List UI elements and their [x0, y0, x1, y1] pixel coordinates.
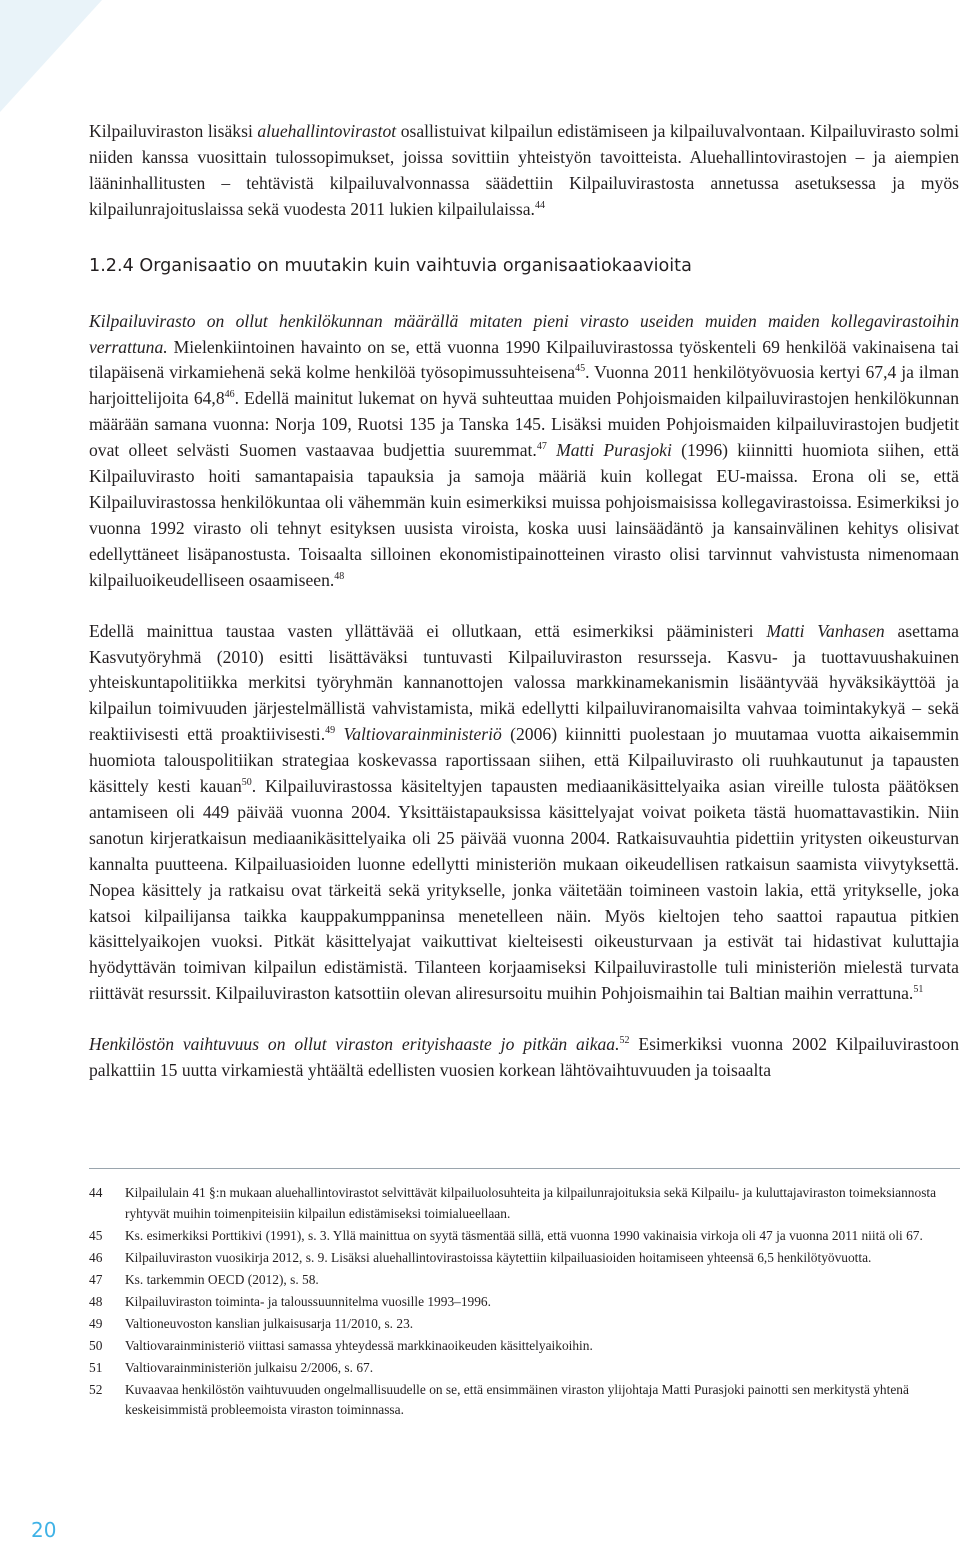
footnote-ref-44[interactable]: 44 — [534, 199, 545, 211]
paragraph-4: Henkilöstön vaihtuvuus on ollut viraston erityishaaste jo pitkän aikaa.$^{52}$ Esimerkiksi vuonna 2002 Kilpailuvirastoon palkattiin 15 uutta virkamiestä yhtäältä edellisten vuosien korkean lähtövaihtuvuuden ja toisaalta — [89, 1034, 960, 1081]
footnote-ref-48[interactable]: 48 — [334, 570, 345, 582]
paragraph-3: Edellä mainittua taustaa vasten yllättävää ei ollutkaan, että esimerkiksi pääministeri Matti Vanhasen asettama Kasvutyöryhmä (2010) esitti lisättäväksi tuntuvasti Kilpailuviraston resursseja. Kasvu- ja tuottavuushakuinen yhteiskuntapolitiikka merkitsi työryhmän kannanottojen valossa markkinamekanismin lisääntyvää hyväksikäyttöä ja kilpailun toimivuuden järjestelmällistä vahvistamista, mikä edellytti kilpailuviranomaisilta vahvaa toimintakykyä – sekä reaktiivisesti että proaktiivisesti.$^{49}$ Valtiovarainministeriö (2006) kiinnitti puolestaan jo muutamaa vuotta aikaisemmin huomiota talouspolitiikan strategiaa koskevassa raportissaan siihen, että Kilpailuvirasto oli ruuhkautunut ja tapausten käsittely kesti kauan$^{50}$. Kilpailuvirastossa käsiteltyjen tapausten mediaanikäsittelyaika asian vireille tulosta päätöksen antamiseen oli 449 päivää vuonna 2004. Yksittäistapauksissa käsittelyajat voivat poiketa tästä huomattavastikin. Niin sanotun kirjeratkaisun mediaanikäsittelyaika oli 25 päivää vuonna 2004. Ratkaisuvauhtia pidettiin yritysten oikeusturvan kannalta puutteena. Kilpailuasioiden luonne edellytti ministeriön mukaan oikeudellisen ratkaisun saamista viivytyksettä. Nopea käsittely ja ratkaisu ovat tärkeitä sekä yritykselle, jonka väitetään toimineen vastoin lakia, että yritykselle, joka katsoi kilpailijansa taikka kauppakumppaninsa menetelleen näin. Myös kieltojen teho saattoi rapautua pitkien käsittelyaikojen vuoksi. Pitkät käsittelyajat vaikuttivat kielteisesti oikeusturvaan ja estivät tai hidastivat kuluttajia hyödyttävän toimivan kilpailun edistämistä. Tilanteen korjaamiseksi Kilpailuvirastolle tuli ministeriön mielestä turvata riittävät resurssit. Kilpailuviraston katsottiin olevan aliresursoitu muihin Pohjoismaihin tai Baltian maihin verrattuna.$^{51}$ — [89, 620, 959, 1004]
footnote-46: 46 Kilpailuviraston vuosikirja 2012, s. 9. Lisäksi aluehallintovirastoissa käytettiin kilpailuasioiden hoitamiseen yhteensä 6,5 henkilötyövuotta. — [89, 1249, 872, 1265]
footnote-48: 48 Kilpailuviraston toiminta- ja taloussuunnitelma vuosille 1993–1996. — [89, 1293, 491, 1309]
corner-decoration — [0, 0, 102, 112]
footnote-ref-47[interactable]: 47 — [536, 441, 547, 453]
footnote-ref-49[interactable]: 49 — [325, 725, 336, 737]
footnote-50: 50 Valtiovarainministeriö viittasi samassa yhteydessä markkinaoikeuden käsittelyaikoihin. — [89, 1337, 593, 1353]
paragraph-2: Kilpailuvirasto on ollut henkilökunnan määrällä mitaten pieni virasto useiden muiden maiden kollegavirastoihin verrattuna. Mielenkiintoinen havainto on se, että vuonna 1990 Kilpailuvirastossa työskenteli 69 henkilöä vakinaisena tai tilapäisenä virkamiehenä sekä kolme henkilöä työsopimussuhteisena$^{45}$. Vuonna 2011 henkilötyövuosia kertyi 67,4 ja ilman harjoittelijoita 64,8$^{46}$. Edellä mainitut lukemat on hyvä suhteuttaa muiden Pohjoismaiden kilpailuvirastojen henkilökunnan määrään samana vuonna: Norja 109, Ruotsi 135 ja Tanska 145. Lisäksi muiden Pohjoismaiden kilpailuvirastojen budjetit ovat olleet selvästi Suomen vastaavaa budjettia suuremmat.$^{47}$ Matti Purasjoki (1996) kiinnitti huomiota siihen, että Kilpailuvirasto hoiti samantapaisia tapauksia ja samoja määriä kuin kollegat EU-maissa. Erona oli se, että Kilpailuvirastossa henkilökuntaa oli vähemmän kuin esimerkiksi muissa pohjoismaisissa kollegavirastoissa. Esimerkiksi jo vuonna 1992 virasto oli tehnyt esityksen uusista viroista, koska uusi lainsäädäntö ja kansainvälinen kehitys olisivat edellyttäneet lisäpanostusta. Toisaalta silloinen ekonomistipainotteinen virasto olisi tarvinnut vahvistusta nimenomaan kilpailuoikeudelliseen osaamiseen.$^{48}$ — [89, 310, 960, 590]
section-heading: 1.2.4 Organisaatio on muutakin kuin vaihtuvia organisaatiokaavioita — [89, 255, 692, 276]
footnote-ref-51[interactable]: 51 — [913, 984, 924, 996]
main-content — [89, 119, 959, 1084]
footnote-divider — [89, 1168, 960, 1169]
footnote-ref-45[interactable]: 45 — [575, 363, 586, 375]
footnote-45: 45 Ks. esimerkiksi Porttikivi (1991), s. 3. Yllä mainittua on syytä täsmentää sillä, että vuonna 1990 vakinaisia virkoja oli 47 ja vuonna 2011 niitä oli 67. — [89, 1227, 923, 1243]
footnotes — [89, 1183, 959, 1422]
paragraph-1: Kilpailuviraston lisäksi aluehallintovirastot osallistuivat kilpailun edistämiseen ja kilpailuvalvontaan. Kilpailuvirasto solmi niiden kanssa vuosittain tulossopimukset, joissa sovittiin yhteistyön tavoitteista. Aluehallintovirastojen – ja aiempien lääninhallitusten – tehtävistä kilpailuvalvonnassa säädettiin Kilpailuvirastosta annetussa asetuksessa ja myös kilpailunrajoituslaissa sekä vuodesta 2011 lukien kilpailulaissa.$^{44}$ — [89, 121, 959, 219]
footnote-ref-50[interactable]: 50 — [241, 777, 252, 789]
footnote-52: 52 Kuvaavaa henkilöstön vaihtuvuuden ongelmallisuudelle on se, että ensimmäinen viraston ylijohtaja Matti Purasjoki painotti sen merkitystä yhtenä keskeisimmistä probleemoista viraston toiminnassa. — [89, 1381, 909, 1417]
footnote-44: 44 Kilpailulain 41 §:n mukaan aluehallintovirastot selvittävät kilpailuolosuhteita ja kilpailunrajoituksia sekä Kilpailu- ja kuluttajaviraston toimeksiannosta ryhtyvät muihin toimenpiteisiin kilpailun edistämiseksi toimialueellaan. — [89, 1185, 937, 1221]
footnote-51: 51 Valtiovarainministeriön julkaisu 2/2006, s. 67. — [89, 1359, 374, 1375]
footnote-ref-46[interactable]: 46 — [224, 389, 235, 401]
page-number: 20 — [31, 1518, 57, 1542]
footnote-49: 49 Valtioneuvoston kanslian julkaisusarja 11/2010, s. 23. — [89, 1315, 414, 1331]
footnote-ref-52[interactable]: 52 — [619, 1035, 630, 1047]
footnote-47: 47 Ks. tarkemmin OECD (2012), s. 58. — [89, 1271, 319, 1287]
